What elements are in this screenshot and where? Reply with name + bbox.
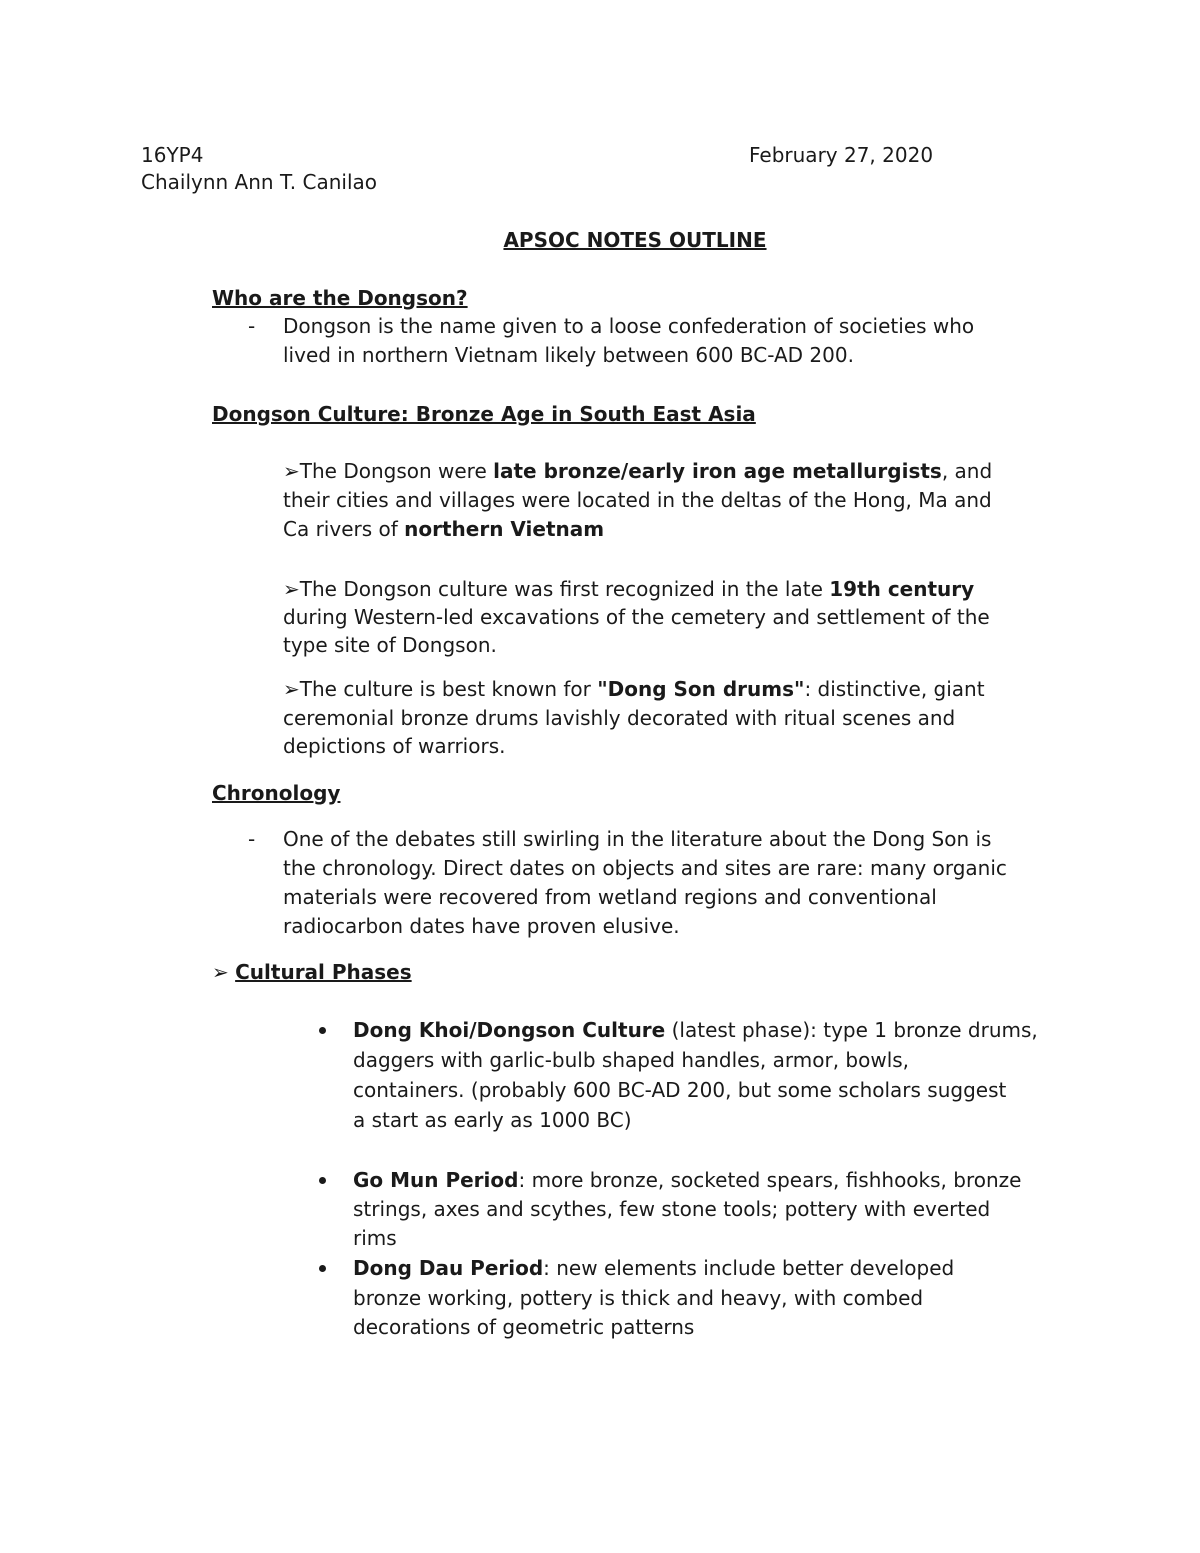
list-item-line: strings, axes and scythes, few stone tools; pottery with everted	[353, 1197, 991, 1221]
dash-marker: -	[248, 827, 256, 851]
list-item-line: containers. (probably 600 BC-AD 200, but some scholars suggest	[353, 1078, 1007, 1102]
list-item: Dong Dau Period: new elements include better developed	[353, 1256, 955, 1280]
bullet-dot-icon	[319, 1265, 326, 1272]
author-name: Chailynn Ann T. Canilao	[141, 170, 378, 194]
arrow-bullet-icon: ➢	[283, 577, 300, 601]
section-heading-phases: Cultural Phases	[235, 960, 412, 984]
list-item-line: decorations of geometric patterns	[353, 1315, 695, 1339]
section-heading-chronology: Chronology	[212, 781, 341, 805]
list-item-line: a start as early as 1000 BC)	[353, 1108, 632, 1132]
section-heading-phases-row	[212, 958, 412, 988]
arrow-paragraph: ➢The Dongson were late bronze/early iron age metallurgists, and	[283, 459, 993, 483]
section-heading-culture: Dongson Culture: Bronze Age in South East Asia	[212, 402, 756, 426]
paragraph-line: type site of Dongson.	[283, 633, 497, 657]
list-item-line: daggers with garlic-bulb shaped handles, armor, bowls,	[353, 1048, 910, 1072]
arrow-bullet-icon: ➢	[212, 960, 229, 984]
list-item-line: rims	[353, 1226, 397, 1250]
paragraph-line: depictions of warriors.	[283, 734, 506, 758]
arrow-paragraph: ➢The culture is best known for "Dong Son drums": distinctive, giant	[283, 677, 985, 701]
page-title: APSOC NOTES OUTLINE	[503, 228, 767, 252]
paragraph-line: lived in northern Vietnam likely between 600 BC-AD 200.	[283, 343, 854, 367]
list-item: Go Mun Period: more bronze, socketed spears, fishhooks, bronze	[353, 1168, 1022, 1192]
arrow-bullet-icon: ➢	[283, 677, 300, 701]
paragraph-line: materials were recovered from wetland regions and conventional	[283, 885, 937, 909]
arrow-bullet-icon: ➢	[283, 459, 300, 483]
paragraph-line: their cities and villages were located in the deltas of the Hong, Ma and	[283, 488, 992, 512]
paragraph-line: One of the debates still swirling in the literature about the Dong Son is	[283, 827, 992, 851]
dash-marker: -	[248, 314, 256, 338]
document-date: February 27, 2020	[749, 143, 934, 167]
class-code: 16YP4	[141, 143, 204, 167]
paragraph-line: the chronology. Direct dates on objects and sites are rare: many organic	[283, 856, 1007, 880]
section-heading-who: Who are the Dongson?	[212, 286, 468, 310]
bullet-dot-icon	[319, 1177, 326, 1184]
paragraph-line: ceremonial bronze drums lavishly decorated with ritual scenes and	[283, 706, 956, 730]
list-item-line: bronze working, pottery is thick and heavy, with combed	[353, 1286, 924, 1310]
paragraph-line: during Western-led excavations of the cemetery and settlement of the	[283, 605, 990, 629]
paragraph-line: Dongson is the name given to a loose confederation of societies who	[283, 314, 975, 338]
paragraph-line: Ca rivers of northern Vietnam	[283, 517, 605, 541]
paragraph-line: radiocarbon dates have proven elusive.	[283, 914, 680, 938]
arrow-paragraph: ➢The Dongson culture was first recognized in the late 19th century	[283, 577, 975, 601]
list-item: Dong Khoi/Dongson Culture (latest phase): type 1 bronze drums,	[353, 1018, 1038, 1042]
bullet-dot-icon	[319, 1027, 326, 1034]
